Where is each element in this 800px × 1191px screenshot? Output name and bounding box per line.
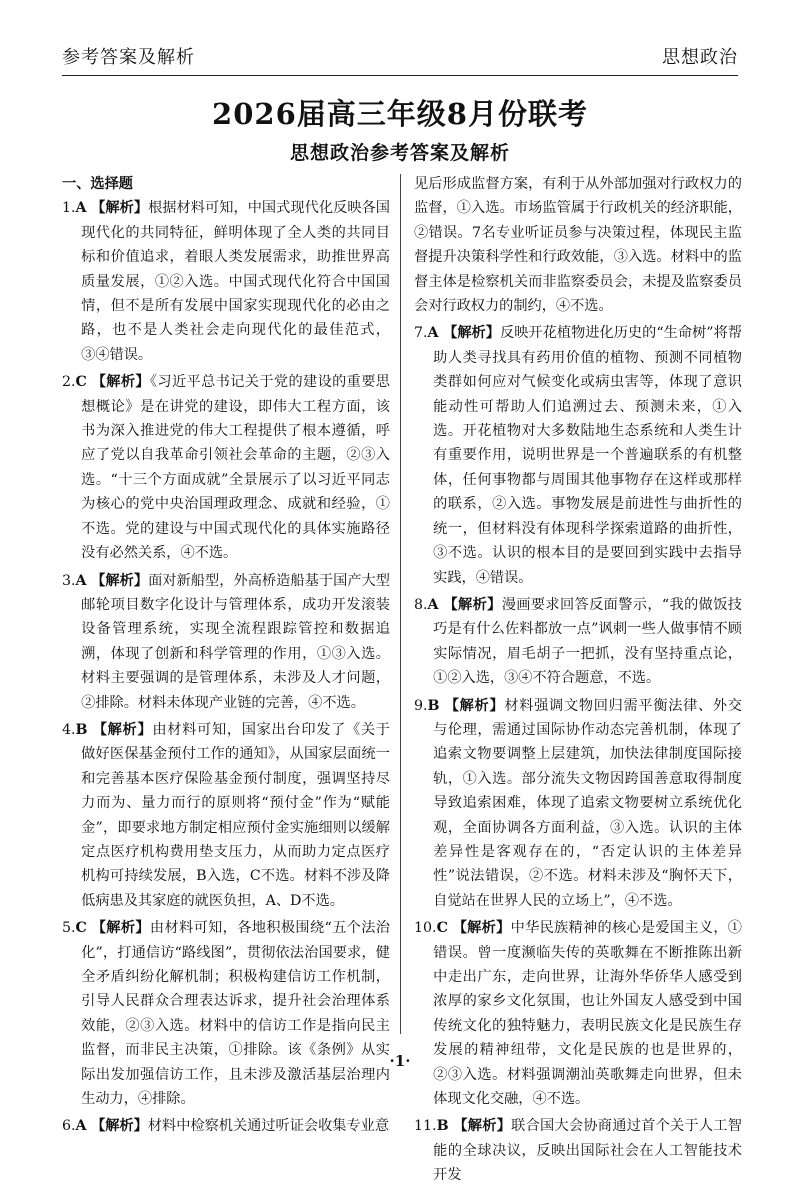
- analysis-tag: 【解析】: [443, 325, 500, 342]
- question-number: 5.: [62, 920, 76, 937]
- question-6-continuation: 见后形成监督方案，有利于从外部加强对行政权力的监督，①入选。市场监管属于行政机关的经济职能，②错误。7名专业听证员参与决策过程，体现民主监督提升决策科学性和行政效能，③入选。材料中的监督主体是检察机关而非监察委员会，未提及监察委员会对行政权力的制约，④不选。: [414, 176, 742, 315]
- analysis-tag: 【解析】: [452, 920, 511, 937]
- question-item: [62, 718, 390, 913]
- analysis-tag: 【解析】: [444, 697, 505, 714]
- running-header: [62, 36, 738, 76]
- analysis-tag: 【解析】: [91, 374, 150, 391]
- answer-letter: C: [436, 920, 448, 937]
- answer-letter: A: [75, 200, 87, 217]
- column-divider: [400, 174, 401, 1034]
- question-item: [62, 1114, 390, 1138]
- question-item: [414, 694, 742, 914]
- question-number: 9.: [414, 697, 428, 714]
- analysis-text: 反映开花植物进化历史的“生命树”将帮助人类寻找具有药用价值的植物、预测不同植物类群如何应对气候变化或病虫害等，体现了意识能动性可帮助人们追溯过去、预测未来，①入选。开花植物对大多数陆地生态系统和人类生计有重要作用，说明世界是一个普遍联系的有机整体，任何事物都与周围其他事物存在这样或那样的联系，②入选。事物发展是前进性与曲折性的统一，但材料没有体现科学探索道路的曲折性，③不选。认识的根本目的是要回到实践中去指导实践，④错误。: [433, 325, 742, 586]
- answer-letter: A: [427, 596, 439, 613]
- question-item: [62, 916, 390, 1111]
- header-left-label: 参考答案及解析: [62, 47, 195, 68]
- analysis-tag: 【解析】: [91, 920, 150, 937]
- answer-letter: B: [427, 697, 440, 714]
- answer-letter: B: [436, 1118, 449, 1135]
- question-item: [62, 370, 390, 565]
- question-item: [62, 569, 390, 715]
- page-number: ·1·: [389, 1052, 411, 1070]
- header-subject-label: 思想政治: [662, 47, 738, 68]
- left-column: [62, 172, 390, 1142]
- analysis-text: 由材料可知，各地积极围绕“五个法治化”，打通信访“路线图”，贯彻依法治国要求，健全矛盾纠纷化解机制；积极构建信访工作机制，引导人民群众合理表达诉求，提升社会治理体系效能，②③入选。材料中的信访工作是指向民主监督，而非民主决策，①排除。该《条例》从实际出发加强信访工作，且未涉及激活基层治理内生动力，④排除。: [81, 920, 390, 1108]
- analysis-text: 材料强调文物回归需平衡法律、外交与伦理，需通过国际协作动态完善机制，体现了追索文物要调整上层建筑，加快法律制度国际接轨，①入选。部分流失文物因跨国善意取得制度导致追索困难，体现了追索文物要树立系统优化观，全面协调各方面利益，③入选。认识的主体差异性是客观存在的，“否定认识的主体差异性”说法错误，②不选。材料未涉及“胸怀天下，自觉站在世界人民的立场上”，④不选。: [433, 697, 742, 909]
- question-item: [414, 593, 742, 691]
- analysis-text: 根据材料可知，中国式现代化反映各国现代化的共同特征，鲜明体现了全人类的共同目标和价值追求，着眼人类发展需求，助推世界高质量发展，①②入选。中国式现代化符合中国国情，但不是所有发展中国家实现现代化的必由之路，也不是人类社会走向现代化的最佳范式，③④错误。: [81, 200, 390, 363]
- analysis-text: 联合国大会协商通过首个关于人工智能的全球决议，反映出国际社会在人工智能技术开发: [433, 1118, 742, 1184]
- analysis-text: 中华民族精神的核心是爱国主义，①错误。曾一度濒临失传的英歌舞在不断推陈出新中走出广东，走向世界，让海外华侨华人感受到浓厚的家乡文化氛围，也让外国友人感受到中国传统文化的独特魅力，表明民族文化是民族生存发展的精神纽带，文化是民族的也是世界的，②③入选。材料强调潮汕英歌舞走向世界，但未体现文化交融，④不选。: [433, 920, 742, 1108]
- question-number: 4.: [62, 721, 76, 738]
- question-number: 6.: [62, 1118, 76, 1135]
- section-heading: 一、选择题: [62, 176, 133, 192]
- question-number: 10.: [414, 920, 437, 937]
- question-number: 2.: [62, 374, 76, 391]
- analysis-tag: 【解析】: [453, 1118, 512, 1135]
- analysis-text: 漫画要求回答反面警示，“我的做饭技巧是有什么佐料都放一点”讽刺一些人做事情不顾实际情况，眉毛胡子一把抓，没有坚持重点论，①②入选，③④不符合题意，不选。: [433, 596, 742, 687]
- question-number: 1.: [62, 200, 76, 217]
- question-item: [414, 321, 742, 589]
- question-item: [62, 196, 390, 367]
- answer-letter: A: [75, 1118, 87, 1135]
- question-number: 8.: [414, 596, 428, 613]
- analysis-tag: 【解析】: [443, 596, 502, 613]
- analysis-text: 材料中检察机关通过听证会收集专业意: [147, 1118, 390, 1135]
- right-column: [414, 172, 742, 1191]
- analysis-tag: 【解析】: [91, 1118, 148, 1135]
- answer-letter: A: [427, 325, 439, 342]
- question-item: [414, 916, 742, 1111]
- page-subtitle: 思想政治参考答案及解析: [289, 142, 510, 164]
- question-number: 11.: [414, 1118, 437, 1135]
- analysis-tag: 【解析】: [91, 572, 149, 589]
- answer-letter: B: [75, 721, 88, 738]
- answer-letter: A: [75, 572, 87, 589]
- left-question-list: [62, 196, 390, 1138]
- page-title: 2026届高三年级8月份联考: [212, 97, 588, 131]
- analysis-text: 《习近平总书记关于党的建设的重要思想概论》是在讲党的建设，即伟大工程方面，该书为深入推进党的伟大工程提供了根本遵循，呼应了党以自我革命引领社会革命的主题，②③入选。“十三个方面成就”全景展示了以习近平同志为核心的党中央治国理政理念、成就和经验，①不选。党的建设与中国式现代化的具体实施路径没有必然关系，④不选。: [81, 374, 390, 562]
- analysis-text: 面对新船型，外高桥造船基于国产大型邮轮项目数字化设计与管理体系，成功开发滚装设备管理系统，实现全流程跟踪管控和数据追溯，体现了创新和科学管理的作用，①③入选。材料主要强调的是管理体系，未涉及人才问题，②排除。材料未体现产业链的完善，④不选。: [81, 572, 390, 711]
- answer-letter: C: [75, 374, 87, 391]
- analysis-text: 由材料可知，国家出台印发了《关于做好医保基金预付工作的通知》，从国家层面统一和完善基本医疗保险基金预付制度，强调坚持尽力而为、量力而行的原则将“预付金”作为“赋能金”，即要求地方制定相应预付金实施细则以缓解定点医疗机构费用垫支压力，从而助力定点医疗机构可持续发展，B入选，C不选。材料不涉及降低病患及其家庭的就医负担，A、D不选。: [81, 721, 390, 909]
- analysis-tag: 【解析】: [91, 200, 149, 217]
- question-number: 3.: [62, 572, 76, 589]
- question-number: 7.: [414, 325, 428, 342]
- analysis-tag: 【解析】: [92, 721, 153, 738]
- answer-letter: C: [75, 920, 87, 937]
- question-item: [414, 1114, 742, 1187]
